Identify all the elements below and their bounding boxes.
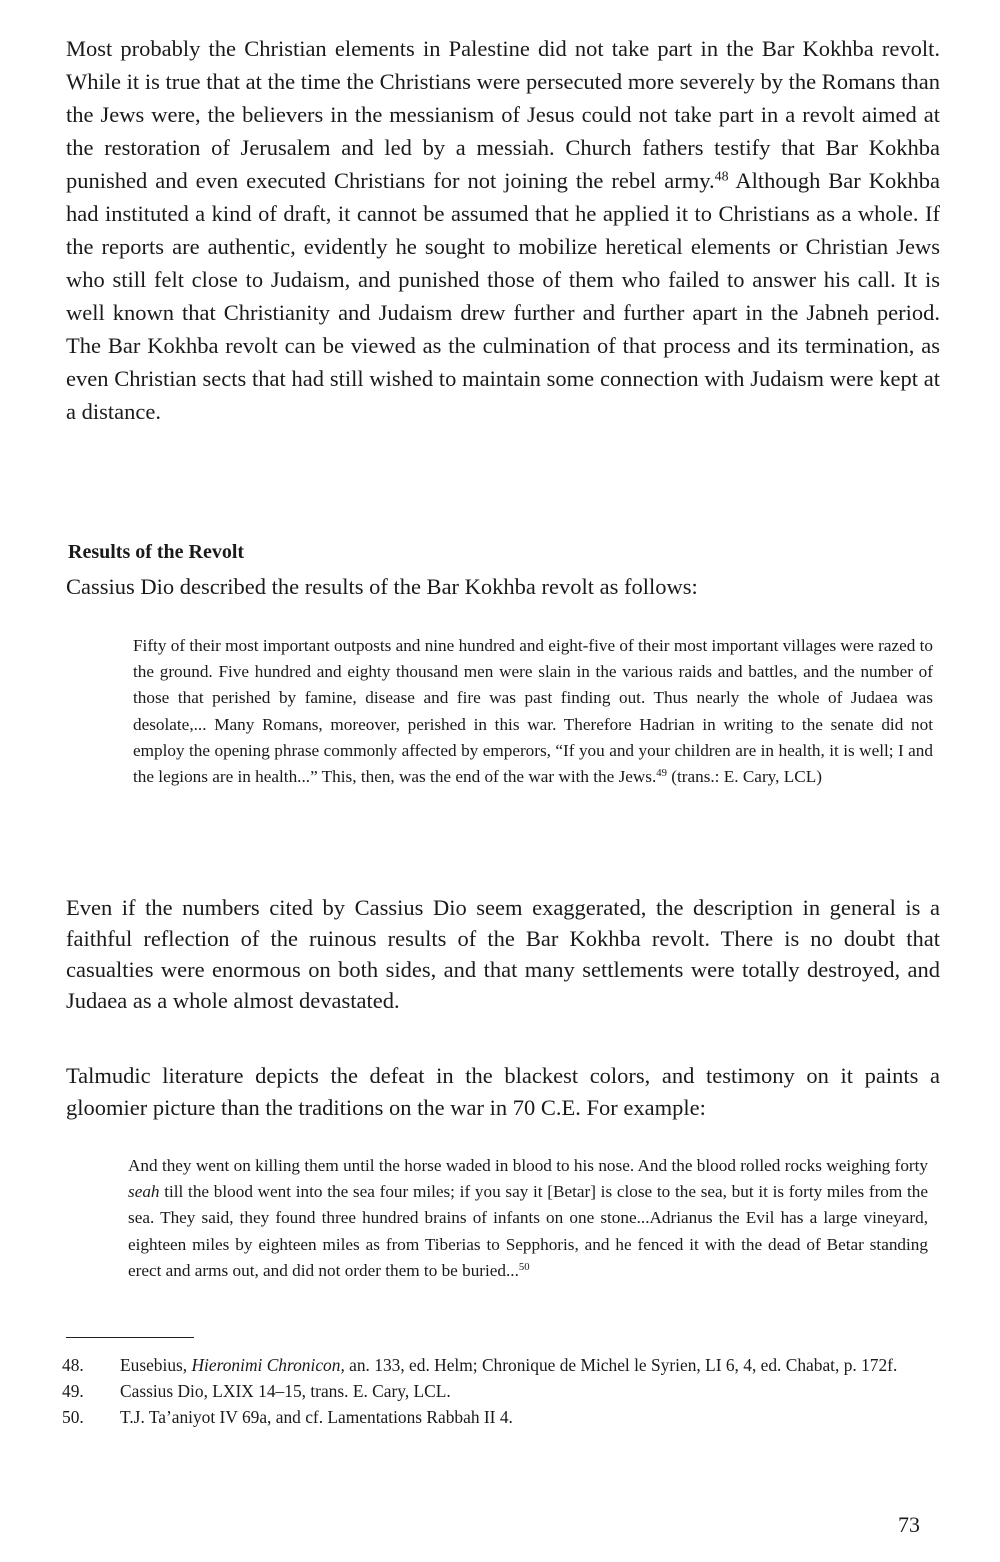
footnote-divider xyxy=(66,1337,194,1338)
footnote xyxy=(62,1404,952,1430)
footnote-number: 49. xyxy=(62,1381,84,1401)
footnote-ref[interactable]: 48 xyxy=(714,169,729,185)
footnote-text: T.J. Ta’aniyot IV 69a, and cf. Lamentations Rabbah II 4. xyxy=(120,1407,513,1427)
footnote-text: Cassius Dio, LXIX 14–15, trans. E. Cary, LCL. xyxy=(120,1381,451,1401)
footnote xyxy=(62,1378,952,1404)
footnote-text: an. 133, ed. Helm; Chronique de Michel le Syrien, LI 6, 4, ed. Chabat, p. 172f. xyxy=(344,1355,898,1375)
page-number: 73 xyxy=(898,1512,920,1537)
body-paragraph: Cassius Dio described the results of the Bar Kokhba revolt as follows: xyxy=(66,574,698,599)
quote-text: till the blood went into the sea four miles; if you say it [Betar] is close to the sea, but it is forty miles from the sea. They said, they found three hundred brains of infants on one stone...Adrianus the Evil has a large vineyard, eighteen miles by eighteen miles as from Tiberias to Sepphoris, and he fenced it with the dead of Betar standing erect and arms out, and did not order them to be buried... xyxy=(128,1182,928,1280)
body-paragraph: Even if the numbers cited by Cassius Dio seem exaggerated, the description in general is a faithful reflection of the ruinous results of the Bar Kokhba revolt. There is no doubt that casualties were enormous on both sides, and that many settlements were totally destroyed, and Judaea as a whole almost devastated. xyxy=(66,895,940,1013)
footnote-text: Eusebius, xyxy=(120,1355,192,1375)
footnote-italic-title: Hieronimi Chronicon, xyxy=(191,1355,345,1375)
footnote-ref[interactable]: 49 xyxy=(656,768,667,780)
footnotes xyxy=(62,1352,952,1430)
section-heading: Results of the Revolt xyxy=(68,541,245,563)
paragraph-text: Although Bar Kokhba had instituted a kind of draft, it cannot be assumed that he applied it to Christians as a whole. If the reports are authentic, evidently he sought to mobilize heretical elements or Christian Jews who still felt close to Judaism, and punished those of them who failed to answer his call. It is well known that Christianity and Judaism drew further and further apart in the Jabneh period. The Bar Kokhba revolt can be viewed as the culmination of that process and its termination, as even Christian sects that had still wished to maintain some connection with Judaism were kept at a distance. xyxy=(66,168,940,424)
block-quote xyxy=(128,1153,928,1284)
paragraph-text: Most probably the Christian elements in Palestine did not take part in the Bar Kokhba revolt. While it is true that at the time the Christians were persecuted more severely by the Romans than the Jews were, the believers in the messianism of Jesus could not take part in a revolt aimed at the restoration of Jerusalem and led by a messiah. Church fathers testify that Bar Kokhba punished and even executed Christians for not joining the rebel army. xyxy=(66,36,940,193)
body-paragraph xyxy=(66,32,940,428)
footnote xyxy=(62,1352,952,1378)
body-paragraph: Talmudic literature depicts the defeat in the blackest colors, and testimony on it paints a gloomier picture than the traditions on the war in 70 C.E. For example: xyxy=(66,1063,940,1120)
quote-text: And they went on killing them until the horse waded in blood to his nose. And the blood rolled rocks weighing forty xyxy=(128,1156,928,1175)
footnote-number: 48. xyxy=(62,1355,84,1375)
footnote-number: 50. xyxy=(62,1407,84,1427)
quote-italic-term: seah xyxy=(128,1182,160,1202)
block-quote xyxy=(133,633,933,790)
footnote-ref[interactable]: 50 xyxy=(518,1261,530,1273)
quote-text: (trans.: E. Cary, LCL) xyxy=(666,767,822,787)
quote-text: Fifty of their most important outposts and nine hundred and eight-five of their most important villages were razed to the ground. Five hundred and eighty thousand men were slain in the various raids and battles, and the number of those that perished by famine, disease and fire was past finding out. Thus nearly the whole of Judaea was desolate,... Many Romans, moreover, perished in this war. Therefore Hadrian in writing to the senate did not employ the opening phrase commonly affected by emperors, “If you and your children are in health, it is well; I and the legions are in health...” This, then, was the end of the war with the Jews. xyxy=(133,636,933,787)
